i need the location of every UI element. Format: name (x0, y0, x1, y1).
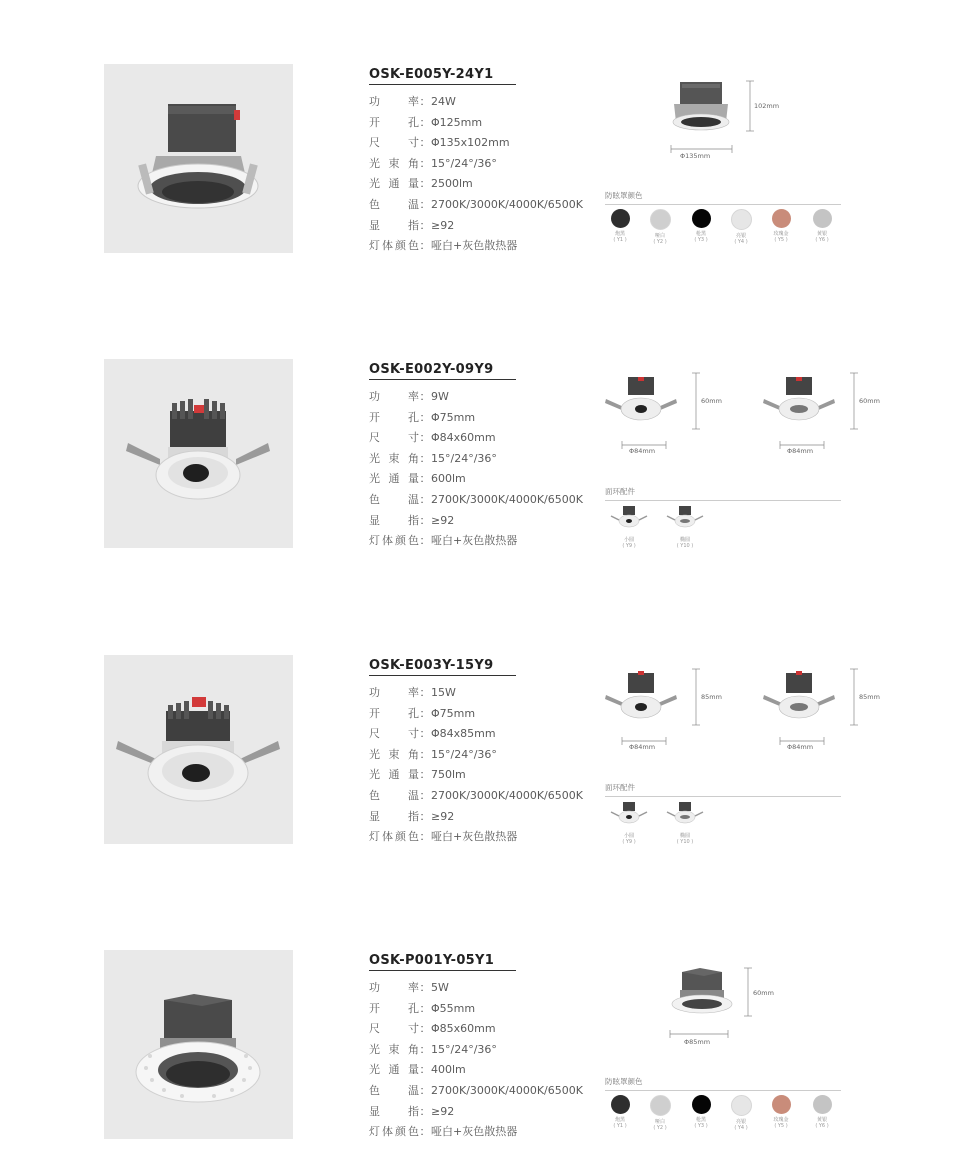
swatch: 玫瑰金 ( Y5 ) (766, 209, 796, 244)
drawing-oval-ring (763, 373, 880, 455)
oval-ring-icon (663, 504, 707, 532)
product-photo (104, 655, 293, 844)
oval-ring-icon (663, 800, 707, 828)
dim-diameter: Φ84mm (787, 743, 814, 751)
dim-diameter: Φ85mm (684, 1038, 711, 1046)
swatch: 黄银 ( Y6 ) (807, 1095, 837, 1130)
drawing-oval-ring (763, 669, 880, 751)
swatch-dot (611, 1095, 630, 1114)
product-block (0, 950, 978, 1150)
spec-cct: 色 温：2700K/3000K/4000K/6500K (369, 788, 583, 802)
glare-color-swatches (605, 209, 845, 249)
spec-list (369, 683, 599, 848)
spec-size: 尺 寸：Φ84x85mm (369, 727, 496, 741)
drawing-small-ring (605, 373, 722, 455)
downlight-image (104, 655, 293, 844)
dim-height: 102mm (754, 102, 780, 110)
swatch-dot (772, 1095, 791, 1114)
spec-list (369, 978, 599, 1143)
spec-power: 功 率：15W (369, 686, 456, 699)
swatch-dot (731, 209, 752, 230)
spec-body-color: 灯体颜色：哑白+灰色散热器 (369, 239, 518, 253)
spec-cutout: 开 孔：Φ55mm (369, 1001, 476, 1015)
dimension-drawing (600, 369, 890, 459)
swatch: 玫瑰金 ( Y5 ) (766, 1095, 796, 1130)
spec-size: 尺 寸：Φ135x102mm (369, 136, 510, 150)
dimension-drawing (660, 74, 790, 164)
swatch: 炮黑 ( Y1 ) (605, 1095, 635, 1130)
spec-beam: 光 束 角：15°/24°/36° (369, 451, 497, 465)
spec-list (369, 92, 599, 257)
dim-height: 85mm (859, 693, 880, 701)
swatch: 哑白 ( Y2 ) (645, 1095, 675, 1132)
swatch: 哑白 ( Y2 ) (645, 209, 675, 246)
ring-accessory: 小圆 ( Y9 ) (607, 504, 651, 550)
ring-accessory-title: 面环配件 (605, 486, 841, 501)
product-block (0, 359, 978, 559)
glare-color-title: 防眩罩颜色 (605, 1076, 841, 1091)
downlight-image (104, 64, 293, 253)
swatch-dot (692, 209, 711, 228)
ring-accessory: 小圆 ( Y9 ) (607, 800, 651, 846)
spec-cri: 显 指：≥92 (369, 1104, 455, 1118)
spec-cct: 色 温：2700K/3000K/4000K/6500K (369, 492, 583, 506)
swatch: 亮银 ( Y4 ) (726, 1095, 756, 1132)
glare-color-title: 防眩罩颜色 (605, 190, 841, 205)
swatch-dot (611, 209, 630, 228)
spec-cutout: 开 孔：Φ75mm (369, 706, 476, 720)
spec-flux: 光 通 量：600lm (369, 472, 466, 486)
spec-flux: 光 通 量：750lm (369, 768, 466, 782)
swatch: 枪黑 ( Y3 ) (686, 209, 716, 244)
spec-list (369, 387, 599, 552)
ring-accessory: 椭圆 ( Y10 ) (663, 800, 707, 846)
small-ring-icon (607, 800, 651, 828)
spec-cutout: 开 孔：Φ125mm (369, 115, 483, 129)
swatch: 枪黑 ( Y3 ) (686, 1095, 716, 1130)
swatch-dot (692, 1095, 711, 1114)
spec-power: 功 率：24W (369, 95, 456, 108)
ring-accessory: 椭圆 ( Y10 ) (663, 504, 707, 550)
downlight-image (104, 359, 293, 548)
spec-body-color: 灯体颜色：哑白+灰色散热器 (369, 534, 518, 548)
dim-diameter: Φ84mm (629, 447, 656, 455)
spec-cutout: 开 孔：Φ75mm (369, 410, 476, 424)
small-ring-icon (607, 504, 651, 532)
spec-cct: 色 温：2700K/3000K/4000K/6500K (369, 1083, 583, 1097)
model-number: OSK-E003Y-15Y9 (369, 658, 516, 676)
spec-power: 功 率：5W (369, 981, 449, 994)
model-number: OSK-E002Y-09Y9 (369, 362, 516, 380)
drawing-small-ring (605, 669, 722, 751)
ring-accessory-title: 面环配件 (605, 782, 841, 797)
dim-height: 60mm (859, 397, 880, 405)
ring-accessories (605, 504, 845, 554)
dimension-drawing (600, 665, 890, 755)
spec-cct: 色 温：2700K/3000K/4000K/6500K (369, 197, 583, 211)
spec-beam: 光 束 角：15°/24°/36° (369, 156, 497, 170)
swatch-dot (650, 1095, 671, 1116)
swatch: 黄银 ( Y6 ) (807, 209, 837, 244)
swatch-dot (650, 209, 671, 230)
spec-size: 尺 寸：Φ84x60mm (369, 431, 496, 445)
spec-flux: 光 通 量：2500lm (369, 177, 473, 191)
dim-height: 60mm (701, 397, 722, 405)
swatch: 亮银 ( Y4 ) (726, 209, 756, 246)
spec-cri: 显 指：≥92 (369, 809, 455, 823)
dim-diameter: Φ135mm (680, 152, 711, 160)
swatch: 炮黑 ( Y1 ) (605, 209, 635, 244)
spec-cri: 显 指：≥92 (369, 218, 455, 232)
spec-flux: 光 通 量：400lm (369, 1063, 466, 1077)
spec-body-color: 灯体颜色：哑白+灰色散热器 (369, 830, 518, 844)
product-photo (104, 64, 293, 253)
spec-power: 功 率：9W (369, 390, 449, 403)
product-block (0, 655, 978, 855)
glare-color-swatches (605, 1095, 845, 1135)
spec-cri: 显 指：≥92 (369, 513, 455, 527)
spec-body-color: 灯体颜色：哑白+灰色散热器 (369, 1125, 518, 1139)
dim-height: 60mm (753, 989, 774, 997)
ring-accessories (605, 800, 845, 850)
product-photo (104, 950, 293, 1139)
swatch-dot (813, 1095, 832, 1114)
dim-diameter: Φ84mm (629, 743, 656, 751)
model-number: OSK-E005Y-24Y1 (369, 67, 516, 85)
spec-beam: 光 束 角：15°/24°/36° (369, 1042, 497, 1056)
swatch-dot (813, 209, 832, 228)
model-number: OSK-P001Y-05Y1 (369, 953, 516, 971)
spec-beam: 光 束 角：15°/24°/36° (369, 747, 497, 761)
dimension-drawing (660, 964, 790, 1050)
product-photo (104, 359, 293, 548)
dim-height: 85mm (701, 693, 722, 701)
dim-diameter: Φ84mm (787, 447, 814, 455)
swatch-dot (731, 1095, 752, 1116)
swatch-dot (772, 209, 791, 228)
product-block (0, 64, 978, 264)
downlight-image (104, 950, 293, 1139)
spec-size: 尺 寸：Φ85x60mm (369, 1022, 496, 1036)
